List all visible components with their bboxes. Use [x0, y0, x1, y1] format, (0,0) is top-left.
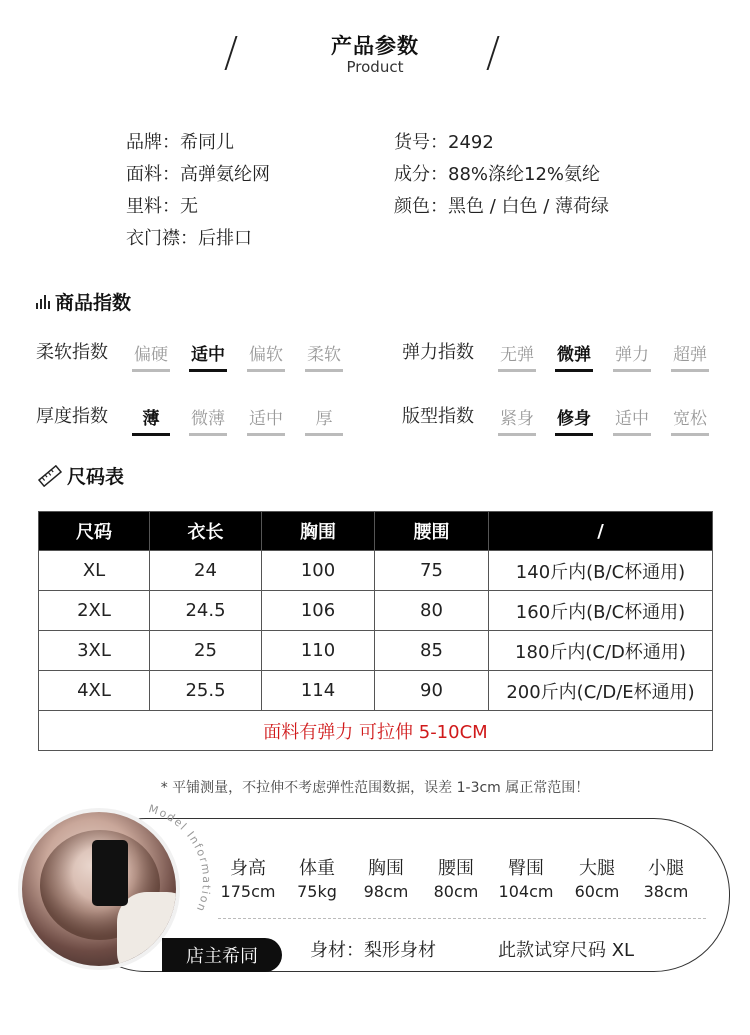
model-stat-value: 175cm: [220, 882, 276, 901]
index-label-thickness: 厚度指数: [36, 406, 108, 427]
model-stat-label: 大腿: [579, 858, 615, 879]
index-option-thickness: 微薄: [189, 404, 227, 436]
param-lining: 里料：无: [126, 196, 198, 217]
tried-size: 此款试穿尺码 XL: [498, 940, 635, 961]
index-label-fit: 版型指数: [402, 406, 474, 427]
param-brand: 品牌：希同儿: [126, 132, 234, 153]
size-section-title: 尺码表: [38, 462, 124, 489]
index-option-elasticity: 超弹: [671, 340, 709, 372]
stretch-note: 面料有弹力 可拉伸 5-10CM: [39, 711, 713, 751]
param-closure: 衣门襟：后排口: [126, 228, 252, 249]
index-option-softness: 柔软: [305, 340, 343, 372]
index-label-softness: 柔软指数: [36, 342, 108, 363]
cell-bust: 106: [262, 591, 375, 631]
cell-waist: 75: [375, 551, 489, 591]
index-option-thickness: 厚: [305, 404, 343, 436]
page-subtitle: Product: [346, 58, 404, 76]
model-stat-value: 38cm: [643, 882, 689, 901]
index-option-elasticity: 微弹: [555, 340, 593, 372]
table-row: [39, 591, 713, 631]
index-option-fit: 修身: [555, 404, 593, 436]
page-title: 产品参数: [331, 34, 419, 58]
header-weight: /: [489, 512, 713, 551]
cell-weight: 180斤内(C/D杯通用): [489, 631, 713, 671]
index-option-fit: 宽松: [671, 404, 709, 436]
model-stat-label: 小腿: [648, 858, 684, 879]
cell-weight: 200斤内(C/D/E杯通用): [489, 671, 713, 711]
cell-length: 25: [150, 631, 262, 671]
index-option-fit: 适中: [613, 404, 651, 436]
model-stat-label: 胸围: [368, 858, 404, 879]
model-stat-label: 腰围: [438, 858, 474, 879]
model-stat-value: 104cm: [498, 882, 554, 901]
cell-waist: 85: [375, 631, 489, 671]
index-option-thickness: 适中: [247, 404, 285, 436]
measurement-footnote: * 平铺测量，不拉伸不考虑弹性范围数据，误差 1-3cm 属正常范围！: [160, 780, 590, 796]
index-option-fit: 紧身: [498, 404, 536, 436]
cell-size: 2XL: [39, 591, 150, 631]
owner-badge: 店主希同: [162, 938, 282, 972]
header-waist: 腰围: [375, 512, 489, 551]
cell-waist: 80: [375, 591, 489, 631]
index-label-elasticity: 弹力指数: [402, 342, 474, 363]
cell-weight: 140斤内(B/C杯通用): [489, 551, 713, 591]
header-bust: 胸围: [262, 512, 375, 551]
cell-bust: 100: [262, 551, 375, 591]
divider-dashed: [218, 918, 706, 919]
model-stat-value: 98cm: [363, 882, 409, 901]
cell-size: 3XL: [39, 631, 150, 671]
model-stat-label: 臀围: [508, 858, 544, 879]
cell-weight: 160斤内(B/C杯通用): [489, 591, 713, 631]
cell-length: 25.5: [150, 671, 262, 711]
cell-bust: 110: [262, 631, 375, 671]
model-stat-value: 80cm: [433, 882, 479, 901]
table-note-row: [39, 711, 713, 751]
model-information-arc-text: [140, 800, 220, 930]
bar-chart-icon: [36, 295, 50, 309]
param-fabric: 面料：高弹氨纶网: [126, 164, 270, 185]
svg-text:Model Information: [147, 802, 213, 914]
index-section-title: 商品指数: [36, 288, 131, 315]
header-size: 尺码: [39, 512, 150, 551]
body-type: 身材：梨形身材: [310, 940, 436, 961]
index-option-thickness: 薄: [132, 404, 170, 436]
index-option-elasticity: 弹力: [613, 340, 651, 372]
cell-size: XL: [39, 551, 150, 591]
cell-bust: 114: [262, 671, 375, 711]
size-table-header: [39, 512, 713, 551]
cell-size: 4XL: [39, 671, 150, 711]
index-option-softness: 偏软: [247, 340, 285, 372]
model-stat-label: 身高: [230, 858, 266, 879]
model-information-label: Model Information: [147, 802, 214, 915]
table-row: [39, 631, 713, 671]
model-stat-label: 体重: [299, 858, 335, 879]
cell-length: 24.5: [150, 591, 262, 631]
param-colors: 颜色：黑色 / 白色 / 薄荷绿: [394, 196, 610, 217]
size-table: [38, 511, 713, 751]
ruler-icon: [38, 465, 62, 487]
header-length: 衣长: [150, 512, 262, 551]
index-option-softness: 偏硬: [132, 340, 170, 372]
param-item-no: 货号：2492: [394, 132, 494, 153]
cell-length: 24: [150, 551, 262, 591]
table-row: [39, 551, 713, 591]
model-stat-value: 60cm: [574, 882, 620, 901]
index-option-elasticity: 无弹: [498, 340, 536, 372]
cell-waist: 90: [375, 671, 489, 711]
param-composition: 成分：88%涤纶12%氨纶: [394, 164, 601, 185]
table-row: [39, 671, 713, 711]
index-option-softness: 适中: [189, 340, 227, 372]
model-stat-value: 75kg: [297, 882, 337, 901]
